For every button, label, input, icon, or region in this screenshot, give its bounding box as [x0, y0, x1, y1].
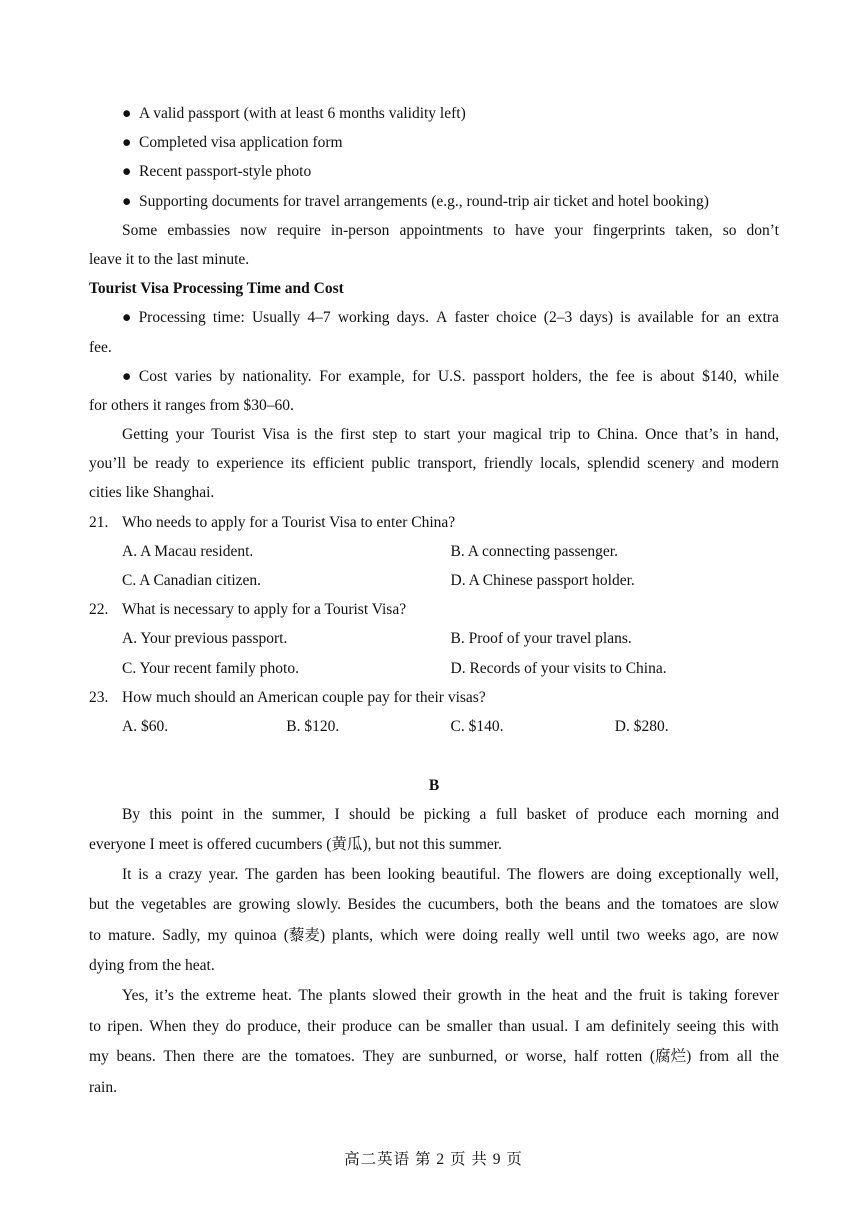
word: Usually	[251, 309, 301, 327]
word: can	[398, 1017, 420, 1035]
word: the	[613, 987, 633, 1005]
question-23-options	[89, 712, 779, 741]
word: holders,	[532, 367, 582, 385]
option-c[interactable]: C. Your recent family photo.	[122, 659, 299, 677]
word: (藜麦)	[283, 926, 326, 944]
word: and	[607, 896, 630, 914]
word: do	[225, 1017, 241, 1035]
word: than	[498, 1017, 526, 1035]
word: their	[307, 1017, 336, 1035]
word: Getting	[122, 426, 169, 444]
word: year.	[208, 865, 239, 883]
word: hand,	[744, 426, 779, 444]
word: extra	[747, 309, 779, 327]
word: choice	[496, 309, 537, 327]
section-b-paragraph-line	[89, 860, 779, 890]
word: trip	[549, 426, 571, 444]
word: so	[722, 221, 737, 239]
word: days)	[579, 309, 613, 327]
word: forever	[734, 987, 779, 1005]
word: U.S.	[437, 367, 466, 385]
word: growth	[457, 987, 502, 1005]
cost-line-end: for others it ranges from $30–60.	[89, 396, 294, 414]
word: appointments	[399, 221, 483, 239]
word: half	[574, 1048, 599, 1066]
word: to	[493, 221, 506, 239]
word: smaller	[446, 1017, 493, 1035]
question-21-options	[89, 537, 779, 566]
word: step	[372, 426, 398, 444]
word: an	[726, 309, 741, 327]
word: Yes,	[122, 987, 149, 1005]
question-22-options	[89, 624, 779, 653]
word: heat.	[262, 987, 292, 1005]
word: until	[581, 926, 610, 944]
word: mature.	[108, 926, 156, 944]
closing-paragraph-line	[89, 449, 779, 478]
word: taken,	[675, 221, 713, 239]
word: fee	[615, 367, 635, 385]
word: your	[457, 426, 486, 444]
word: A	[436, 309, 448, 327]
option-a[interactable]: A. Your previous passport.	[122, 630, 288, 648]
closing-paragraph-line-end: cities like Shanghai.	[89, 484, 215, 502]
word: summer,	[272, 806, 326, 824]
word: ready	[155, 455, 190, 473]
word: start	[423, 426, 451, 444]
word: splendid	[587, 455, 640, 473]
word: usual.	[531, 1017, 569, 1035]
word: Some	[122, 221, 158, 239]
word: beans.	[116, 1048, 156, 1066]
word: beans	[565, 896, 601, 914]
word: friendly	[483, 455, 533, 473]
word: beautiful.	[441, 865, 501, 883]
option-d[interactable]: D. $280.	[614, 717, 669, 735]
word: the	[268, 1048, 288, 1066]
section-b-paragraph-line-end: rain.	[89, 1078, 117, 1096]
word: picking	[423, 806, 471, 824]
word: Tourist	[211, 426, 255, 444]
word: are	[241, 1048, 261, 1066]
requirement-item: ● Recent passport-style photo	[122, 163, 312, 181]
word: Once	[645, 426, 678, 444]
word: crazy	[168, 865, 203, 883]
word: be	[399, 806, 415, 824]
word: the	[402, 896, 422, 914]
section-b-paragraph-line-end: dying from the heat.	[89, 957, 215, 975]
word: quinoa	[234, 926, 277, 944]
question-21: 21. Who needs to apply for a Tourist Visa to enter China?	[89, 513, 456, 531]
requirement-item: ● Supporting documents for travel arrangements (e.g., round-trip air ticket and hotel booking)	[122, 192, 709, 210]
word: slowly.	[296, 896, 341, 914]
word: seeing	[676, 1017, 717, 1035]
word: varies	[174, 367, 212, 385]
word: are	[212, 896, 232, 914]
word: tomatoes	[661, 896, 718, 914]
option-b[interactable]: B. $120.	[286, 717, 340, 735]
word: it’s	[154, 987, 174, 1005]
word: my	[207, 926, 228, 944]
requirement-item: ● Completed visa application form	[122, 134, 343, 152]
word: ●	[122, 309, 132, 327]
word: produce	[341, 1017, 392, 1035]
word: this	[149, 806, 172, 824]
word: in	[222, 806, 235, 824]
word: working	[337, 309, 390, 327]
word: were	[425, 926, 456, 944]
option-a[interactable]: A. A Macau resident.	[122, 542, 254, 560]
word: doing	[462, 926, 498, 944]
word: full	[495, 806, 518, 824]
document-page	[89, 99, 779, 1103]
word: The	[298, 987, 323, 1005]
section-b-title: B	[428, 777, 440, 795]
section-b-paragraph-line	[89, 981, 779, 1011]
word: looking	[387, 865, 435, 883]
word: The	[244, 865, 270, 883]
word: magical	[493, 426, 543, 444]
word: plants,	[332, 926, 374, 944]
word: Then	[163, 1048, 196, 1066]
word: be	[133, 455, 148, 473]
word: exceptionally	[658, 865, 742, 883]
word: that’s	[685, 426, 719, 444]
word: to	[577, 426, 590, 444]
word: well	[547, 926, 574, 944]
question-23: 23. How much should an American couple pay for their visas?	[89, 688, 486, 706]
word: experience	[216, 455, 284, 473]
word: Cost	[138, 367, 168, 385]
word: definitely	[611, 1017, 671, 1035]
word: public	[371, 455, 411, 473]
word: weeks	[646, 926, 686, 944]
section-b-paragraph-line	[89, 890, 779, 920]
option-b[interactable]: B. A connecting passenger.	[450, 542, 618, 560]
word: is	[620, 309, 631, 327]
word: faster	[454, 309, 489, 327]
word: transport,	[417, 455, 477, 473]
word: you’ll	[89, 455, 127, 473]
word: fingerprints	[592, 221, 666, 239]
section-b-paragraph-line	[89, 921, 779, 951]
word: really	[504, 926, 541, 944]
word: They	[362, 1048, 395, 1066]
word: The	[507, 865, 532, 883]
word: heat	[552, 987, 578, 1005]
word: days.	[396, 309, 429, 327]
word: tomatoes.	[295, 1048, 355, 1066]
processing-time-line-end: fee.	[89, 338, 112, 356]
word: been	[351, 865, 381, 883]
word: to	[89, 1017, 102, 1035]
word: worse,	[525, 1048, 567, 1066]
word: vegetables	[140, 896, 207, 914]
word: (2–3	[543, 309, 573, 327]
word: scenery	[647, 455, 695, 473]
word: the	[115, 896, 135, 914]
word: It	[122, 865, 132, 883]
word: is	[642, 367, 653, 385]
word: available	[637, 309, 694, 327]
word: Processing	[138, 309, 206, 327]
word: to	[89, 926, 102, 944]
word: the	[589, 367, 609, 385]
word: When	[149, 1017, 187, 1035]
word: point	[181, 806, 214, 824]
word: in-person	[330, 221, 390, 239]
word: in	[508, 987, 521, 1005]
word: to	[404, 426, 417, 444]
word: are	[726, 926, 746, 944]
question-21-options	[89, 566, 779, 595]
word: in	[725, 426, 738, 444]
word: passport	[473, 367, 525, 385]
word: a	[479, 806, 487, 824]
processing-heading: Tourist Visa Processing Time and Cost	[89, 280, 344, 298]
word: your	[554, 221, 583, 239]
word: should	[349, 806, 391, 824]
word: is	[138, 865, 149, 883]
word: now	[240, 221, 267, 239]
word: this	[722, 1017, 745, 1035]
word: slowed	[372, 987, 417, 1005]
word: embassies	[167, 221, 231, 239]
word: modern	[731, 455, 779, 473]
word: example,	[348, 367, 405, 385]
section-b-paragraph-line	[89, 1042, 779, 1072]
word: Besides	[347, 896, 396, 914]
word: plants	[328, 987, 366, 1005]
word: with	[751, 1017, 779, 1035]
word: By	[122, 806, 141, 824]
word: the	[180, 987, 200, 1005]
option-c[interactable]: C. A Canadian citizen.	[122, 572, 262, 589]
word: be	[425, 1017, 441, 1035]
word: sunburned,	[428, 1048, 498, 1066]
word: ripen.	[107, 1017, 144, 1035]
section-b-paragraph-line	[89, 1012, 779, 1042]
word: produce	[597, 806, 648, 824]
cost-line	[89, 362, 779, 391]
word: its	[290, 455, 306, 473]
word: $140,	[702, 367, 737, 385]
word: taking	[688, 987, 728, 1005]
word: ●	[122, 367, 132, 385]
word: which	[380, 926, 419, 944]
embassy-note-line	[89, 216, 779, 245]
word: both	[505, 896, 534, 914]
word: the	[243, 806, 263, 824]
word: is	[296, 426, 308, 444]
word: while	[744, 367, 779, 385]
word: all	[736, 1048, 753, 1066]
word: (腐烂)	[649, 1048, 692, 1066]
word: For	[319, 367, 341, 385]
word: from	[698, 1048, 730, 1066]
word: and	[701, 455, 725, 473]
processing-time-line	[89, 303, 779, 332]
word: China.	[597, 426, 639, 444]
option-c[interactable]: C. $140.	[450, 717, 504, 735]
word: I	[574, 1017, 580, 1035]
word: about	[660, 367, 695, 385]
option-d[interactable]: D. A Chinese passport holder.	[450, 572, 635, 589]
word: efficient	[312, 455, 365, 473]
section-b-paragraph-line-end: everyone I meet is offered cucumbers (黄瓜), but not this summer.	[89, 835, 502, 853]
word: by	[219, 367, 235, 385]
word: are	[590, 865, 610, 883]
word: or	[504, 1048, 518, 1066]
word: cucumbers,	[427, 896, 499, 914]
word: I	[334, 806, 340, 824]
word: your	[175, 426, 205, 444]
word: have	[515, 221, 545, 239]
section-b-paragraph-line	[89, 800, 779, 829]
word: don’t	[746, 221, 779, 239]
word: now	[752, 926, 779, 944]
word: and	[756, 806, 779, 824]
word: require	[276, 221, 321, 239]
word: to	[196, 455, 210, 473]
word: garden	[275, 865, 318, 883]
word: the	[760, 1048, 779, 1066]
word: locals,	[540, 455, 581, 473]
word: is	[671, 987, 683, 1005]
word: morning	[694, 806, 748, 824]
word: each	[657, 806, 686, 824]
word: rotten	[606, 1048, 643, 1066]
word: growing	[238, 896, 291, 914]
word: doing	[616, 865, 652, 883]
word: slow	[749, 896, 779, 914]
option-a[interactable]: A. $60.	[122, 717, 169, 735]
requirement-item: ● A valid passport (with at least 6 months validity left)	[122, 105, 466, 122]
embassy-note-line-end: leave it to the last minute.	[89, 250, 250, 268]
option-d[interactable]: D. Records of your visits to China.	[450, 659, 667, 677]
word: are	[402, 1048, 422, 1066]
word: the	[539, 896, 559, 914]
word: flowers	[537, 865, 585, 883]
page-footer: 高二英语 第 2 页 共 9 页	[344, 1151, 523, 1168]
word: fruit	[638, 987, 666, 1005]
question-22: 22. What is necessary to apply for a Tourist Visa?	[89, 601, 407, 619]
word: my	[89, 1048, 109, 1066]
word: am	[585, 1017, 605, 1035]
word: for	[412, 367, 431, 385]
word: are	[724, 896, 744, 914]
word: for	[700, 309, 719, 327]
word: basket	[526, 806, 567, 824]
word: has	[324, 865, 346, 883]
word: ago,	[692, 926, 720, 944]
word: first	[340, 426, 366, 444]
word: two	[616, 926, 640, 944]
word: Visa	[262, 426, 290, 444]
word: nationality.	[242, 367, 312, 385]
word: they	[192, 1017, 220, 1035]
word: well,	[748, 865, 779, 883]
word: their	[422, 987, 452, 1005]
word: 4–7	[307, 309, 331, 327]
word: the	[314, 426, 334, 444]
word: produce,	[247, 1017, 302, 1035]
option-b[interactable]: B. Proof of your travel plans.	[450, 630, 632, 648]
word: there	[203, 1048, 234, 1066]
word: and	[584, 987, 607, 1005]
word: but	[89, 896, 109, 914]
word: the	[526, 987, 546, 1005]
word: Sadly,	[162, 926, 201, 944]
word: a	[155, 865, 162, 883]
word: extreme	[205, 987, 256, 1005]
word: of	[575, 806, 589, 824]
word: time:	[212, 309, 245, 327]
closing-paragraph-line	[89, 420, 779, 449]
question-22-options	[89, 654, 779, 683]
word: the	[636, 896, 655, 914]
